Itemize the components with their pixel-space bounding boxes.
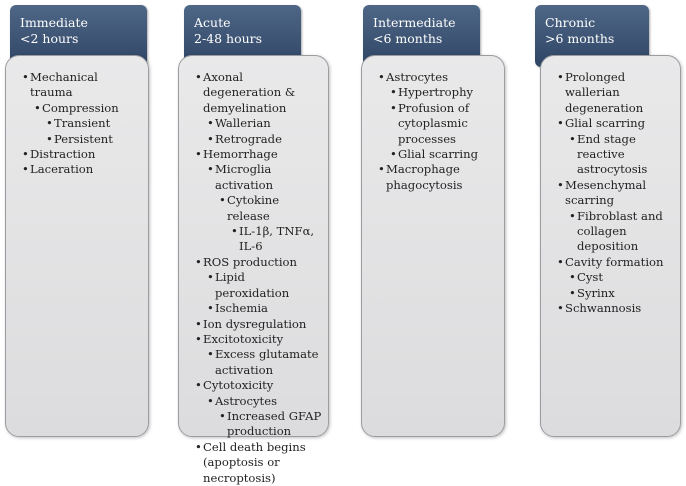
list-item xyxy=(374,101,498,116)
list-item xyxy=(374,132,498,147)
list-item xyxy=(191,301,322,316)
list-item-text: Astrocytes xyxy=(386,70,449,84)
bullet-icon: • xyxy=(378,70,385,84)
bullet-icon: • xyxy=(207,393,214,408)
bullet-icon: • xyxy=(195,439,202,454)
list-item xyxy=(191,378,322,393)
list-item xyxy=(553,162,674,177)
list-item-text: IL-1β, TNFα, IL-6 xyxy=(239,224,315,254)
list-item-text: Syrinx xyxy=(577,285,615,300)
list-item-text: Macrophage xyxy=(386,162,460,177)
list-item-text: Laceration xyxy=(30,162,94,177)
list-item-text: Glial scarring xyxy=(398,147,479,162)
bullet-icon: • xyxy=(569,270,576,285)
list-item xyxy=(191,101,322,116)
list-item-text: scarring xyxy=(565,193,615,208)
list-item-text: End stage reactive xyxy=(577,131,636,162)
bullet-icon: • xyxy=(207,162,214,177)
list-item xyxy=(191,394,322,409)
list-item xyxy=(191,440,322,455)
list-item xyxy=(374,147,498,162)
list-item-text: Compression xyxy=(42,100,119,115)
list-item-text: collagen deposition xyxy=(577,224,639,254)
bullet-icon: • xyxy=(569,131,576,146)
bullet-icon: • xyxy=(195,378,202,393)
list-item xyxy=(191,116,322,131)
list-item-text: Persistent xyxy=(54,131,113,146)
list-item xyxy=(191,471,322,486)
stage-list xyxy=(18,70,142,178)
list-item xyxy=(191,255,322,270)
bullet-icon: • xyxy=(557,254,564,269)
bullet-icon: • xyxy=(557,70,564,84)
list-item xyxy=(374,70,498,85)
list-item-text: Excitotoxicity xyxy=(203,331,284,346)
list-item xyxy=(374,85,498,100)
bullet-icon: • xyxy=(195,316,202,331)
list-item-text: Ion dysregulation xyxy=(203,316,307,331)
list-item-text: astrocytosis xyxy=(577,162,648,177)
stage-list xyxy=(553,70,674,317)
bullet-icon: • xyxy=(22,70,29,84)
list-item-text: Microglia activation xyxy=(215,162,274,192)
stage-subtitle: >6 months xyxy=(545,31,615,46)
list-item xyxy=(553,301,674,316)
stage-content-chronic xyxy=(540,55,681,437)
list-item-text: Cytokine release xyxy=(227,193,280,223)
list-item-text: Glial scarring xyxy=(565,116,646,131)
list-item-text: necroptosis) xyxy=(203,470,276,485)
list-item-text: Retrograde xyxy=(215,131,282,146)
list-item xyxy=(191,332,322,347)
list-item-text: Axonal degeneration & xyxy=(203,70,296,100)
list-item-text: Ischemia xyxy=(215,301,268,316)
bullet-icon: • xyxy=(195,147,202,162)
bullet-icon: • xyxy=(195,70,202,84)
stage-title: Chronic xyxy=(545,15,596,30)
list-item xyxy=(18,116,142,131)
bullet-icon: • xyxy=(207,270,214,285)
list-item xyxy=(191,409,322,424)
list-item-text: Prolonged wallerian xyxy=(565,70,626,100)
list-item xyxy=(553,101,674,116)
bullet-icon: • xyxy=(231,224,238,239)
list-item-text: Excess glutamate xyxy=(215,347,319,362)
bullet-icon: • xyxy=(195,331,202,346)
list-item-text: Fibroblast and xyxy=(577,208,663,223)
list-item-text: Cyst xyxy=(577,270,604,285)
stage-content-intermediate xyxy=(361,55,505,437)
bullet-icon: • xyxy=(207,347,214,362)
list-item xyxy=(553,178,674,193)
list-item xyxy=(553,224,674,255)
list-item-text: Transient xyxy=(54,116,111,131)
list-item xyxy=(374,162,498,177)
list-item xyxy=(191,162,322,193)
list-item-text: processes xyxy=(398,131,457,146)
list-item-text: Cytotoxicity xyxy=(203,378,274,393)
list-item-text: demyelination xyxy=(203,100,287,115)
stage-list xyxy=(191,70,322,486)
bullet-icon: • xyxy=(207,301,214,316)
list-item xyxy=(191,317,322,332)
bullet-icon: • xyxy=(207,116,214,131)
bullet-icon: • xyxy=(390,85,397,100)
bullet-icon: • xyxy=(219,193,226,208)
bullet-icon: • xyxy=(207,131,214,146)
list-item xyxy=(18,162,142,177)
bullet-icon: • xyxy=(219,408,226,423)
bullet-icon: • xyxy=(22,162,29,177)
stage-title: Acute xyxy=(194,15,231,30)
stage-title: Intermediate xyxy=(373,15,456,30)
list-item-text: ROS production xyxy=(203,254,298,269)
bullet-icon: • xyxy=(569,208,576,223)
stage-subtitle: <6 months xyxy=(373,31,443,46)
list-item-text: Cell death begins xyxy=(203,439,306,454)
stage-subtitle: <2 hours xyxy=(20,31,79,46)
list-item-text: Lipid peroxidation xyxy=(215,270,290,300)
list-item xyxy=(191,455,322,470)
list-item xyxy=(553,270,674,285)
list-item xyxy=(553,116,674,131)
list-item xyxy=(553,193,674,208)
list-item-text: Wallerian xyxy=(215,116,271,131)
list-item xyxy=(553,209,674,224)
list-item xyxy=(374,178,498,193)
list-item xyxy=(191,132,322,147)
bullet-icon: • xyxy=(557,177,564,192)
list-item xyxy=(18,70,142,101)
stage-list xyxy=(374,70,498,193)
bullet-icon: • xyxy=(557,116,564,131)
list-item xyxy=(191,347,322,362)
bullet-icon: • xyxy=(195,254,202,269)
list-item-text: Mechanical trauma xyxy=(30,70,98,100)
stage-subtitle: 2-48 hours xyxy=(194,31,263,46)
list-item xyxy=(18,147,142,162)
list-item xyxy=(18,132,142,147)
stage-content-immediate xyxy=(5,55,149,437)
bullet-icon: • xyxy=(34,100,41,115)
list-item xyxy=(191,147,322,162)
list-item xyxy=(374,116,498,131)
list-item xyxy=(191,70,322,101)
list-item xyxy=(191,270,322,301)
bullet-icon: • xyxy=(569,285,576,300)
stage-title: Immediate xyxy=(20,15,88,30)
list-item-text: degeneration xyxy=(565,100,644,115)
list-item-text: production xyxy=(227,424,292,439)
list-item xyxy=(553,286,674,301)
list-item xyxy=(191,363,322,378)
bullet-icon: • xyxy=(46,131,53,146)
list-item-text: phagocytosis xyxy=(386,177,463,192)
list-item xyxy=(553,255,674,270)
list-item-text: Profusion of xyxy=(398,100,470,115)
list-item xyxy=(18,101,142,116)
list-item xyxy=(191,193,322,224)
list-item xyxy=(553,132,674,163)
list-item xyxy=(191,224,322,255)
list-item-text: Cavity formation xyxy=(565,254,664,269)
bullet-icon: • xyxy=(390,147,397,162)
list-item xyxy=(191,424,322,439)
list-item xyxy=(553,70,674,101)
list-item-text: Schwannosis xyxy=(565,301,642,316)
bullet-icon: • xyxy=(46,116,53,131)
stage-content-acute xyxy=(178,55,329,485)
list-item-text: Mesenchymal xyxy=(565,177,647,192)
bullet-icon: • xyxy=(378,162,385,177)
list-item-text: Increased GFAP xyxy=(227,408,322,423)
list-item-text: cytoplasmic xyxy=(398,116,468,131)
list-item-text: activation xyxy=(215,362,274,377)
bullet-icon: • xyxy=(22,147,29,162)
list-item-text: Distraction xyxy=(30,147,96,162)
list-item-text: Astrocytes xyxy=(215,393,278,408)
bullet-icon: • xyxy=(557,301,564,316)
list-item-text: Hemorrhage xyxy=(203,147,278,162)
list-item-text: Hypertrophy xyxy=(398,85,474,100)
bullet-icon: • xyxy=(390,100,397,115)
list-item-text: (apoptosis or xyxy=(203,455,280,470)
